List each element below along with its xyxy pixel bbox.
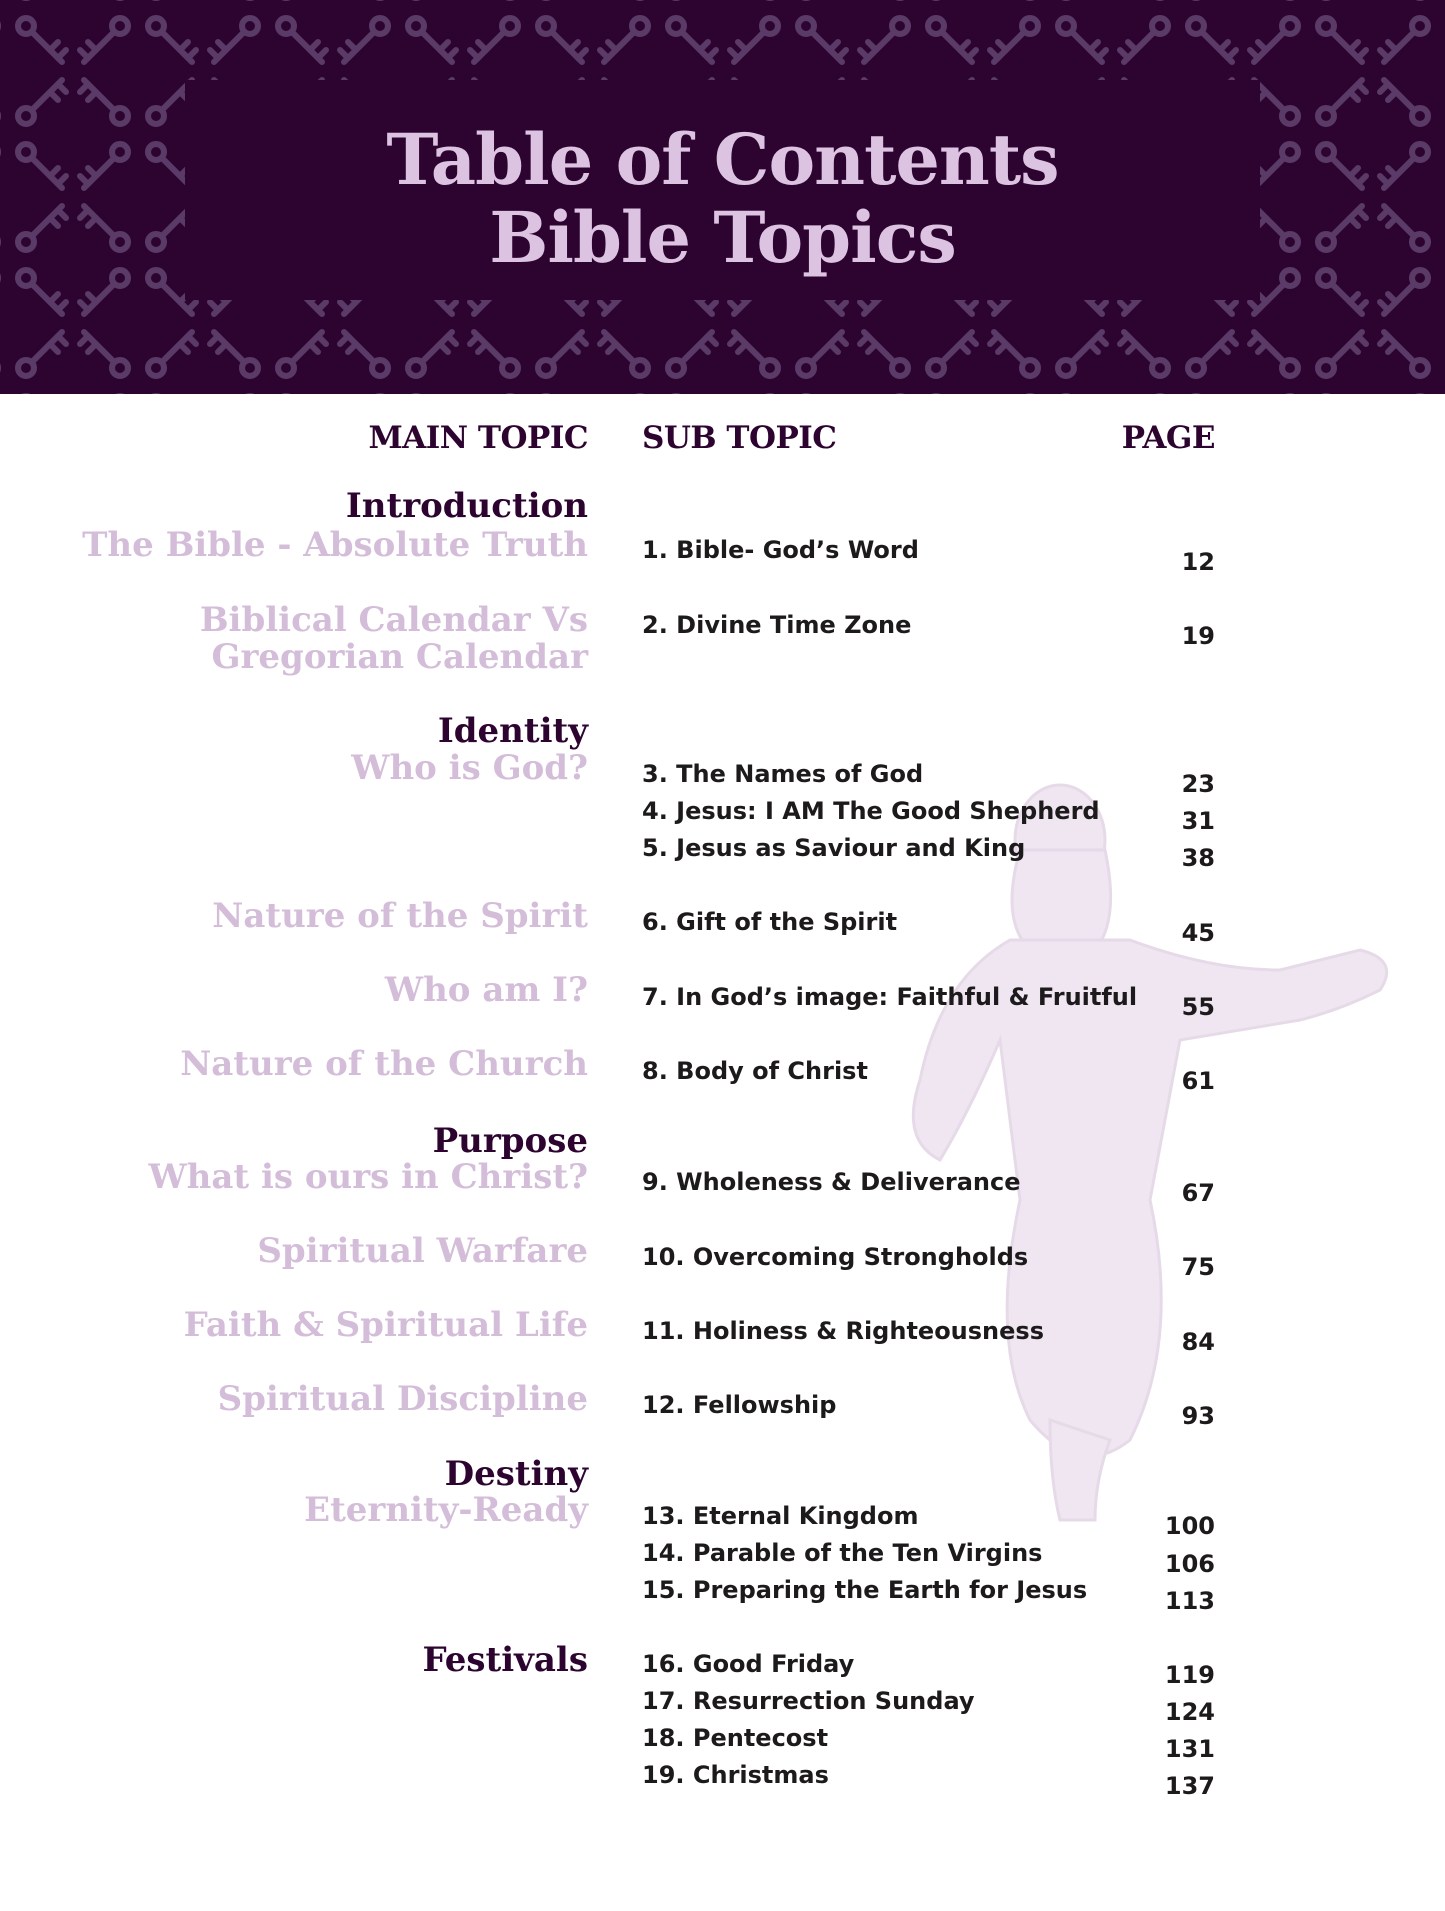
section-heading: Destiny: [444, 1454, 588, 1494]
sub-topic: 5. Jesus as Saviour and King: [642, 834, 1026, 862]
main-topic: Spiritual Discipline: [217, 1379, 588, 1419]
sub-topic: 11. Holiness & Righteousness: [642, 1317, 1044, 1345]
column-header-page: PAGE: [1121, 420, 1215, 456]
main-topic: Who am I?: [384, 970, 588, 1010]
page-number: 61: [1181, 1067, 1215, 1095]
column-header-main-topic: MAIN TOPIC: [368, 420, 588, 456]
page-number: 23: [1181, 770, 1215, 798]
main-topic: Nature of the Church: [180, 1044, 588, 1084]
sub-topic: 6. Gift of the Spirit: [642, 908, 898, 936]
sub-topic: 19. Christmas: [642, 1761, 829, 1789]
header-banner: [0, 0, 1445, 394]
section-heading: Festivals: [422, 1640, 588, 1680]
page-number: 45: [1181, 919, 1215, 947]
main-topic: The Bible - Absolute Truth: [82, 525, 588, 565]
page-number: 106: [1164, 1550, 1215, 1578]
page-number: 119: [1164, 1661, 1215, 1689]
page-number: 131: [1164, 1735, 1215, 1763]
main-topic: Gregorian Calendar: [211, 637, 588, 677]
page-number: 75: [1181, 1253, 1215, 1281]
main-topic: Eternity-Ready: [304, 1490, 588, 1530]
section-heading: Introduction: [345, 486, 588, 526]
main-topic: What is ours in Christ?: [148, 1157, 588, 1197]
page-number: 67: [1181, 1179, 1215, 1207]
jesus-figure-icon: [880, 780, 1400, 1540]
sub-topic: 16. Good Friday: [642, 1650, 855, 1678]
main-topic: Who is God?: [351, 748, 588, 788]
page-number: 124: [1164, 1698, 1215, 1726]
page-number: 84: [1181, 1328, 1215, 1356]
sub-topic: 1. Bible- God’s Word: [642, 536, 919, 564]
page-title-line-2: Bible Topics: [489, 196, 956, 279]
page-number: 38: [1181, 844, 1215, 872]
main-topic: Biblical Calendar Vs: [199, 600, 588, 640]
sub-topic: 14. Parable of the Ten Virgins: [642, 1539, 1043, 1567]
sub-topic: 9. Wholeness & Deliverance: [642, 1168, 1021, 1196]
section-heading: Identity: [437, 711, 588, 751]
sub-topic: 18. Pentecost: [642, 1724, 829, 1752]
sub-topic: 12. Fellowship: [642, 1391, 837, 1419]
sub-topic: 8. Body of Christ: [642, 1057, 868, 1085]
page-number: 93: [1181, 1402, 1215, 1430]
sub-topic: 7. In God’s image: Faithful & Fruitful: [642, 983, 1138, 1011]
page-title-line-1: Table of Contents: [386, 118, 1059, 201]
main-topic: Nature of the Spirit: [212, 896, 588, 936]
sub-topic: 3. The Names of God: [642, 760, 924, 788]
section-heading: Purpose: [432, 1121, 588, 1161]
page-number: 55: [1181, 993, 1215, 1021]
sub-topic: 17. Resurrection Sunday: [642, 1687, 975, 1715]
sub-topic: 10. Overcoming Strongholds: [642, 1243, 1029, 1271]
page-number: 137: [1164, 1772, 1215, 1800]
main-topic: Spiritual Warfare: [257, 1231, 588, 1271]
page-number: 100: [1164, 1512, 1215, 1540]
sub-topic: 2. Divine Time Zone: [642, 611, 912, 639]
page-number: 19: [1181, 622, 1215, 650]
sub-topic: 13. Eternal Kingdom: [642, 1502, 919, 1530]
page-number: 31: [1181, 807, 1215, 835]
sub-topic: 15. Preparing the Earth for Jesus: [642, 1576, 1088, 1604]
page-number: 12: [1181, 548, 1215, 576]
main-topic: Faith & Spiritual Life: [183, 1305, 588, 1345]
page-number: 113: [1164, 1587, 1215, 1615]
column-header-sub-topic: SUB TOPIC: [642, 420, 837, 456]
sub-topic: 4. Jesus: I AM The Good Shepherd: [642, 797, 1100, 825]
